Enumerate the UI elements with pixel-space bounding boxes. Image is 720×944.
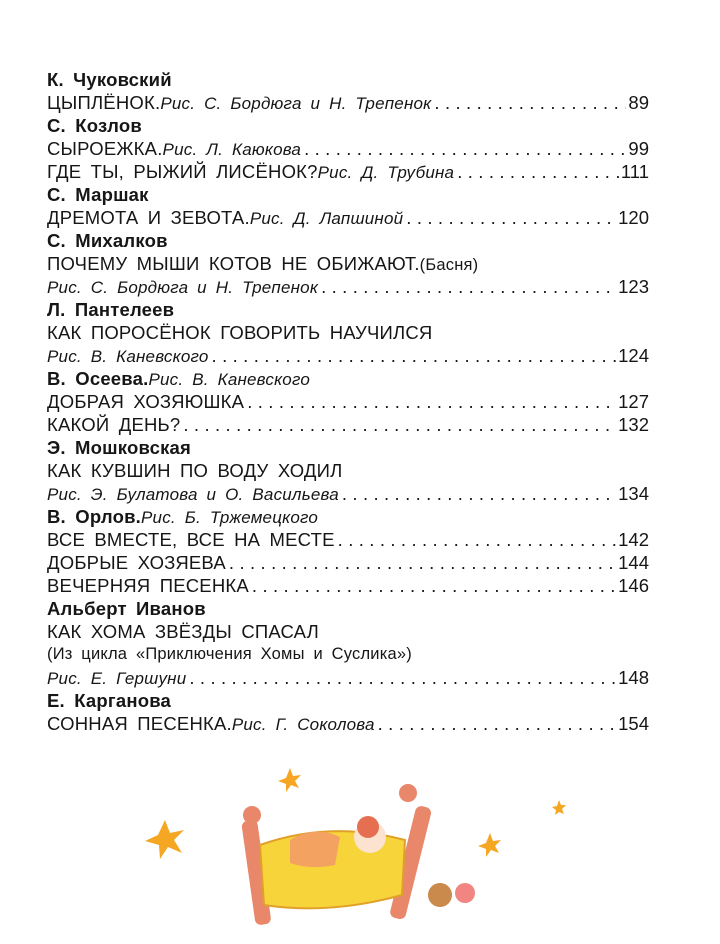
- toc-entry[interactable]: [47, 344, 649, 367]
- bed-icon: [241, 784, 475, 926]
- illustrator-credit: Рис. Э. Булатова и О. Васильева: [47, 485, 339, 504]
- dot-leader: [335, 528, 616, 551]
- page-number: 144: [618, 552, 649, 573]
- toc-author: [47, 689, 649, 712]
- author-name: К. Чуковский: [47, 69, 172, 90]
- toc-line: [47, 620, 649, 643]
- illustrator-credit: Рис. Е. Гершуни: [47, 669, 187, 688]
- illustrator-credit: Рис. С. Бордюга и Н. Трепенок: [160, 94, 432, 113]
- toc-entry[interactable]: [47, 206, 649, 229]
- illustrator-credit: Рис. Б. Тржемецкого: [141, 508, 319, 527]
- sleeping-child-illustration: [140, 765, 580, 935]
- page-number: 127: [618, 391, 649, 412]
- title-text: КАК ПОРОСЁНОК ГОВОРИТЬ НАУЧИЛСЯ: [47, 322, 433, 343]
- toc-line: [47, 252, 649, 275]
- toc-entry[interactable]: [47, 666, 649, 689]
- toc-line: [47, 459, 649, 482]
- star-icon: [145, 820, 184, 859]
- table-of-contents: [47, 68, 649, 735]
- toc-author: [47, 229, 649, 252]
- dot-leader: [454, 160, 619, 183]
- dot-leader: [226, 551, 616, 574]
- dot-leader: [244, 390, 616, 413]
- toc-author: [47, 114, 649, 137]
- title-text: ДРЕМОТА И ЗЕВОТА.: [47, 207, 250, 228]
- title-text: ДОБРЫЕ ХОЗЯЕВА: [47, 552, 226, 573]
- title-text: ГДЕ ТЫ, РЫЖИЙ ЛИСЁНОК?: [47, 161, 318, 182]
- toc-entry[interactable]: [47, 413, 649, 436]
- page-number: 89: [628, 92, 649, 113]
- dot-leader: [318, 275, 616, 298]
- author-name: Э. Мошковская: [47, 437, 192, 458]
- toc-entry[interactable]: [47, 482, 649, 505]
- toc-author: [47, 597, 649, 620]
- toc-author: [47, 183, 649, 206]
- dot-leader: [186, 666, 616, 689]
- illustrator-credit: Рис. С. Бордюга и Н. Трепенок: [47, 278, 319, 297]
- page-number: 154: [618, 713, 649, 734]
- title-text: СОННАЯ ПЕСЕНКА.: [47, 713, 232, 734]
- title-text: ВСЕ ВМЕСТЕ, ВСЕ НА МЕСТЕ: [47, 529, 335, 550]
- toc-author: [47, 436, 649, 459]
- illustrator-credit: Рис. В. Каневского: [47, 347, 209, 366]
- dot-leader: [339, 482, 616, 505]
- page-number: 99: [628, 138, 649, 159]
- toc-entry[interactable]: [47, 275, 649, 298]
- illustrator-credit: Рис. Д. Трубина: [317, 163, 455, 182]
- title-text: КАК КУВШИН ПО ВОДУ ХОДИЛ: [47, 460, 343, 481]
- author-name: В. Орлов.: [47, 506, 141, 527]
- illustrator-credit: Рис. Д. Лапшиной: [249, 209, 404, 228]
- page-number: 124: [618, 345, 649, 366]
- page-number: 132: [618, 414, 649, 435]
- title-text: СЫРОЕЖКА.: [47, 138, 163, 159]
- illustrator-credit: Рис. В. Каневского: [148, 370, 311, 389]
- toc-author: [47, 298, 649, 321]
- author-name: Л. Пантелеев: [47, 299, 175, 320]
- toc-line: [47, 321, 649, 344]
- title-text: (Басня): [419, 256, 479, 274]
- page-number: 111: [620, 161, 649, 182]
- dot-leader: [249, 574, 616, 597]
- dot-leader: [209, 344, 617, 367]
- dot-leader: [403, 206, 616, 229]
- toc-entry[interactable]: [47, 551, 649, 574]
- page-number: 146: [618, 575, 649, 596]
- author-name: Альберт Иванов: [47, 598, 206, 619]
- title-text: ЦЫПЛЁНОК.: [47, 92, 161, 113]
- toc-entry[interactable]: [47, 390, 649, 413]
- title-text: ВЕЧЕРНЯЯ ПЕСЕНКА: [47, 575, 249, 596]
- toc-line: [47, 643, 649, 666]
- dot-leader: [431, 91, 626, 114]
- page-number: 148: [618, 667, 649, 688]
- toc-author: [47, 68, 649, 91]
- star-icon: [478, 833, 501, 857]
- toc-author: [47, 367, 649, 390]
- author-name: С. Михалков: [47, 230, 168, 251]
- dot-leader: [301, 137, 626, 160]
- page-number: 120: [618, 207, 649, 228]
- toc-entry[interactable]: [47, 160, 649, 183]
- illustrator-credit: Рис. Л. Каюкова: [162, 140, 302, 159]
- toc-entry[interactable]: [47, 712, 649, 735]
- toc-author: [47, 505, 649, 528]
- title-text: КАК ХОМА ЗВЁЗДЫ СПАСАЛ: [47, 621, 319, 642]
- author-name: С. Козлов: [47, 115, 142, 136]
- title-text: ПОЧЕМУ МЫШИ КОТОВ НЕ ОБИЖАЮТ.: [47, 253, 420, 274]
- page-number: 134: [618, 483, 649, 504]
- toc-entry[interactable]: [47, 528, 649, 551]
- title-text: ДОБРАЯ ХОЗЯЮШКА: [47, 391, 245, 412]
- title-text: КАКОЙ ДЕНЬ?: [47, 414, 181, 435]
- star-icon: [552, 800, 566, 815]
- title-text: (Из цикла «Приключения Хомы и Суслика»): [47, 645, 412, 663]
- author-name: В. Осеева.: [47, 368, 149, 389]
- illustrator-credit: Рис. Г. Соколова: [231, 715, 375, 734]
- toc-entry[interactable]: [47, 137, 649, 160]
- author-name: Е. Карганова: [47, 690, 172, 711]
- toc-entry[interactable]: [47, 91, 649, 114]
- dot-leader: [375, 712, 616, 735]
- page-number: 123: [618, 276, 649, 297]
- dot-leader: [180, 413, 616, 436]
- toc-entry[interactable]: [47, 574, 649, 597]
- page-number: 142: [618, 529, 649, 550]
- author-name: С. Маршак: [47, 184, 149, 205]
- star-icon: [278, 768, 301, 792]
